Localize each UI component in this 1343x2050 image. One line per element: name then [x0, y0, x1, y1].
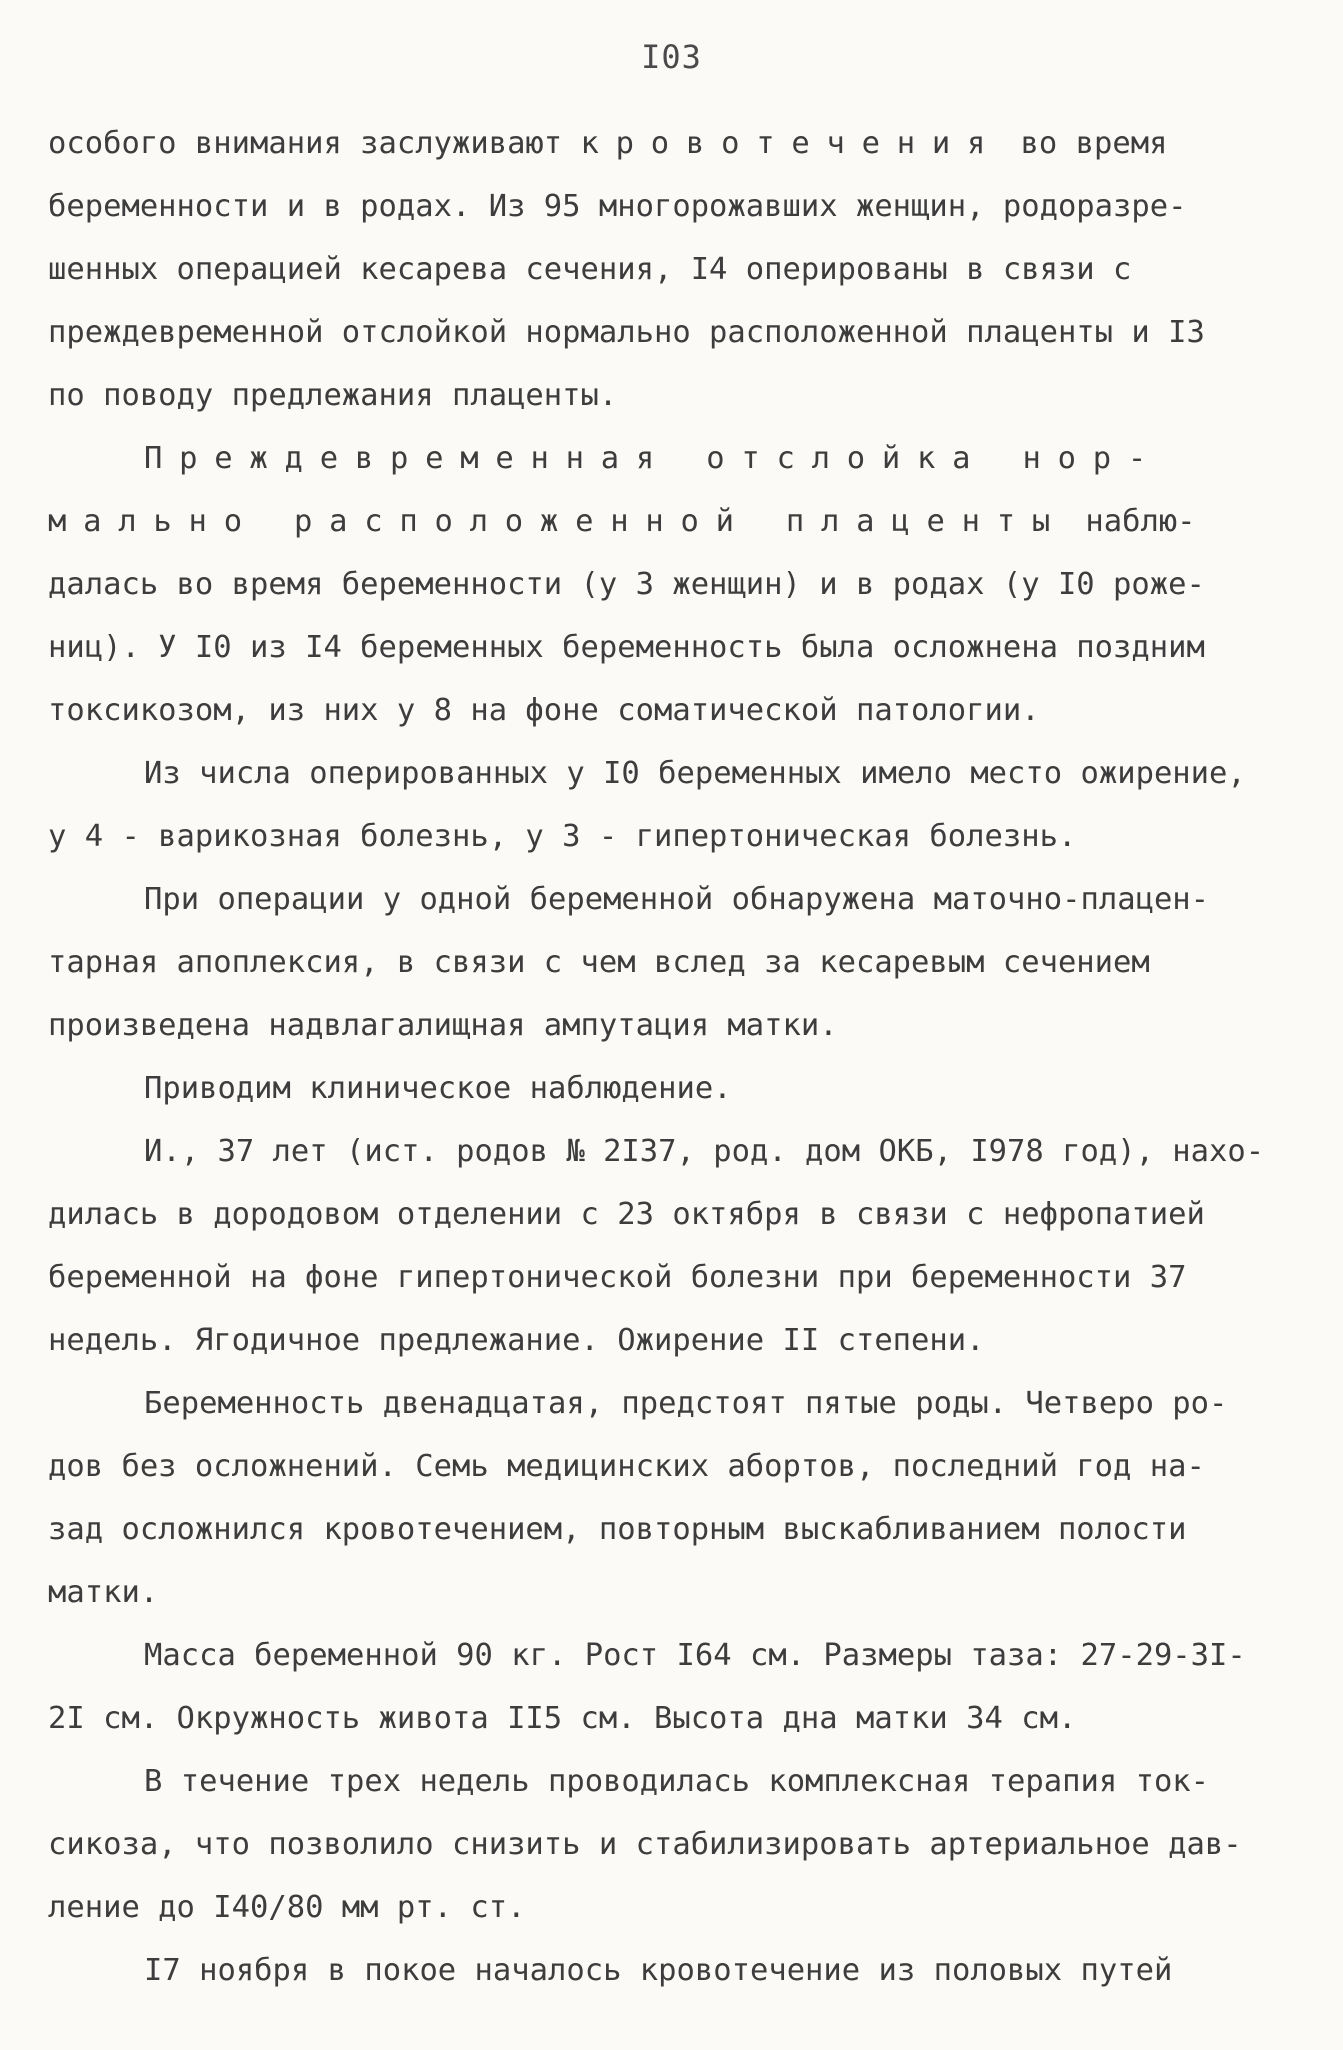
- page-number: I03: [641, 38, 702, 76]
- text-line: [48, 1813, 1308, 1876]
- text-line: [48, 1120, 1308, 1183]
- text-line: [48, 1876, 1308, 1939]
- line-text: дов без осложнений. Семь медицинских абортов, последний год на-: [48, 1449, 1205, 1484]
- line-tail-text: наблю-: [1067, 504, 1196, 539]
- text-line: [48, 364, 1308, 427]
- text-line: [48, 1498, 1308, 1561]
- line-text: недель. Ягодичное предлежание. Ожирение II степени.: [48, 1323, 985, 1358]
- line-text: токсикозом, из них у 8 на фоне соматической патологии.: [48, 693, 1040, 728]
- line-text: сикоза, что позволило снизить и стабилизировать артериальное дав-: [48, 1827, 1242, 1862]
- line-text: I7 ноября в покое началось кровотечение из половых путей: [144, 1953, 1173, 1988]
- text-line: [48, 994, 1308, 1057]
- text-line: [48, 1183, 1308, 1246]
- line-text: произведена надвлагалищная ампутация матки.: [48, 1008, 838, 1043]
- line-tail-text: во время: [1002, 126, 1168, 161]
- line-text: шенных операцией кесарева сечения, I4 оперированы в связи с: [48, 252, 1132, 287]
- text-line: [48, 1372, 1308, 1435]
- line-text: тарная апоплексия, в связи с чем вслед за кесаревым сечением: [48, 945, 1150, 980]
- spaced-emphasis-text: мально расположенной плаценты: [48, 504, 1067, 539]
- text-line: [48, 1561, 1308, 1624]
- text-line: [48, 1057, 1308, 1120]
- line-text: по поводу предлежания плаценты.: [48, 378, 618, 413]
- text-line: [48, 238, 1308, 301]
- text-line: [48, 1687, 1308, 1750]
- line-text: Из числа оперированных у I0 беременных имело место ожирение,: [144, 756, 1246, 791]
- line-text: беременности и в родах. Из 95 многорожавших женщин, родоразре-: [48, 189, 1187, 224]
- text-line: [48, 112, 1308, 175]
- line-text: Приводим клиническое наблюдение.: [144, 1071, 732, 1106]
- line-text: особого внимания заслуживают: [48, 126, 581, 161]
- line-text: зад осложнился кровотечением, повторным выскабливанием полости: [48, 1512, 1187, 1547]
- text-line: [48, 553, 1308, 616]
- line-text: преждевременной отслойкой нормально расположенной плаценты и I3: [48, 315, 1205, 350]
- line-text: В течение трех недель проводилась комплексная терапия ток-: [144, 1764, 1210, 1799]
- text-line: [48, 301, 1308, 364]
- text-line: [48, 679, 1308, 742]
- text-line: [48, 616, 1308, 679]
- text-line: [48, 1939, 1308, 2002]
- text-line: [48, 175, 1308, 238]
- line-text: далась во время беременности (у 3 женщин) и в родах (у I0 роже-: [48, 567, 1205, 602]
- line-text: дилась в дородовом отделении с 23 октября в связи с нефропатией: [48, 1197, 1205, 1232]
- text-line: [48, 742, 1308, 805]
- text-line: [48, 868, 1308, 931]
- text-line: [48, 490, 1308, 553]
- text-line: [48, 931, 1308, 994]
- line-text: При операции у одной беременной обнаружена маточно-плацен-: [144, 882, 1210, 917]
- text-line: [48, 805, 1308, 868]
- line-text: матки.: [48, 1575, 159, 1610]
- text-line: [48, 1624, 1308, 1687]
- spaced-emphasis-text: кровотечения: [580, 126, 1003, 161]
- text-line: [48, 1246, 1308, 1309]
- text-line: [48, 427, 1308, 490]
- line-text: И., 37 лет (ист. родов № 2I37, род. дом ОКБ, I978 год), нахо-: [144, 1134, 1265, 1169]
- text-line: [48, 1435, 1308, 1498]
- line-text: Масса беременной 90 кг. Рост I64 см. Размеры таза: 27-29-3I-: [144, 1638, 1246, 1673]
- text-line: [48, 1750, 1308, 1813]
- line-text: 2I см. Окружность живота II5 см. Высота дна матки 34 см.: [48, 1701, 1077, 1736]
- line-text: у 4 - варикозная болезнь, у 3 - гипертоническая болезнь.: [48, 819, 1077, 854]
- line-text: ниц). У I0 из I4 беременных беременность была осложнена поздним: [48, 630, 1205, 665]
- text-line: [48, 1309, 1308, 1372]
- line-text: беременной на фоне гипертонической болезни при беременности 37: [48, 1260, 1187, 1295]
- spaced-emphasis-text: Преждевременная отслойка нор-: [144, 441, 1163, 476]
- body-text: [48, 112, 1308, 2002]
- line-text: Беременность двенадцатая, предстоят пятые роды. Четверо ро-: [144, 1386, 1228, 1421]
- line-text: ление до I40/80 мм рт. ст.: [48, 1890, 526, 1925]
